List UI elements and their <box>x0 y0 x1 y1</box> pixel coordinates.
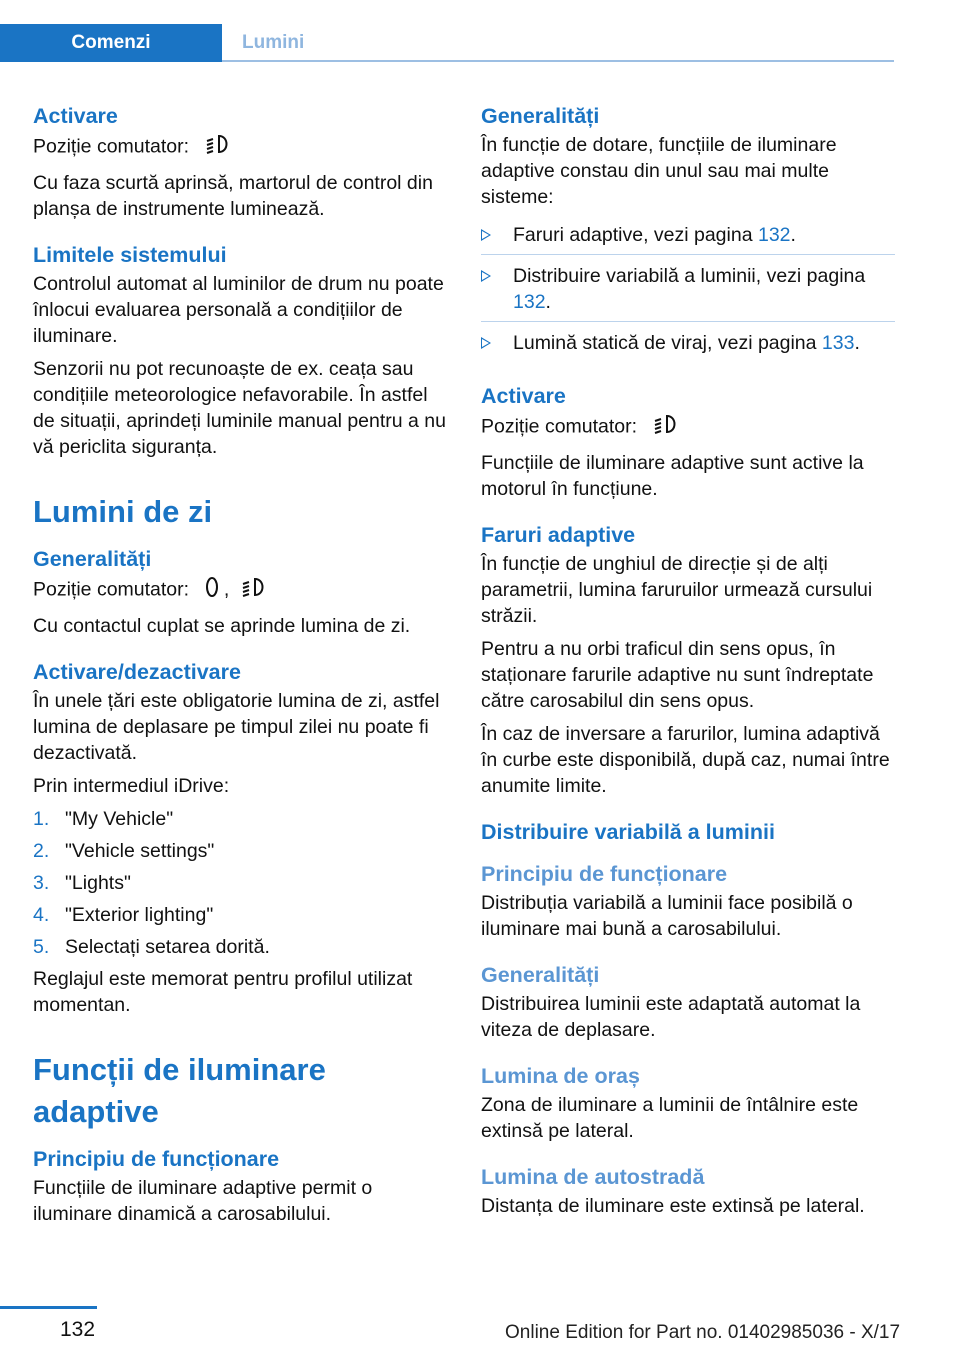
list-item: 1. "My Vehicle" <box>33 808 174 830</box>
bullet-triangle-icon <box>481 229 491 241</box>
page-link[interactable]: 133 <box>821 332 855 354</box>
paragraph: Funcțiile de iluminare adaptive permit o iluminare dinamică a carosabilului. <box>33 1177 373 1225</box>
switch-position-label: Poziție comutator: <box>33 135 190 158</box>
paragraph: Cu faza scurtă aprinsă, martorul de control din planșa de instrumente luminează. <box>33 172 433 220</box>
paragraph: Distanța de iluminare este extinsă pe lateral. <box>481 1195 865 1217</box>
footer-rule <box>0 1306 97 1309</box>
list-item: 2. "Vehicle settings" <box>33 840 215 862</box>
tab-lumini[interactable]: Lumini <box>242 32 305 53</box>
switch-zero-icon <box>205 575 219 606</box>
heading-limitele-sistemului: Limitele sistemului <box>33 243 227 267</box>
heading-activare: Activare <box>33 104 118 128</box>
page-link[interactable]: 132 <box>513 291 546 313</box>
heading-generalitati: Generalități <box>481 104 600 128</box>
left-column <box>33 100 448 1234</box>
heading-distribuire-variabila: Distribuire variabilă a luminii <box>481 820 775 844</box>
paragraph: În funcție de unghiul de direcție și de alți parametrii, lumina faruruilor urmează cursului străzii. <box>481 553 873 627</box>
page-footer <box>0 1300 960 1362</box>
paragraph: În funcție de dotare, funcțiile de iluminare adaptive constau din unul sau mai multe sisteme: <box>481 134 837 208</box>
heading-principiu-de-functionare: Principiu de funcționare <box>33 1147 280 1171</box>
heading-generalitati: Generalități <box>481 963 600 987</box>
page-link[interactable]: 132 <box>757 224 791 246</box>
paragraph: Distribuția variabilă a luminii face posibilă o iluminare mai bună a carosabilului. <box>481 892 853 940</box>
switch-position-label: Poziție comutator: <box>33 578 190 601</box>
list-item: Faruri adaptive, vezi pagina 132. <box>481 222 895 255</box>
paragraph: Prin intermediul iDrive: <box>33 775 230 797</box>
paragraph: Funcțiile de iluminare adaptive sunt active la motorul în funcțiune. <box>481 452 864 500</box>
low-beam-icon <box>653 412 679 443</box>
steps-list <box>33 806 448 960</box>
paragraph: Zona de iluminare a luminii de întâlnire este extinsă pe lateral. <box>481 1094 859 1142</box>
paragraph: Senzorii nu pot recunoaște de ex. ceața sau condițiile meteorologice nefavorabile. În astfel de situații, aprindeți luminile manual pentru a nu vă periclita siguranța. <box>33 358 446 458</box>
list-item: 3. "Lights" <box>33 872 131 894</box>
paragraph: Distribuirea luminii este adaptată automat la viteza de deplasare. <box>481 993 861 1041</box>
bullet-triangle-icon <box>481 337 491 349</box>
page-header <box>0 0 960 62</box>
paragraph: Cu contactul cuplat se aprinde lumina de zi. <box>33 615 411 637</box>
right-column <box>481 100 895 1226</box>
heading-lumina-de-oras: Lumina de oraș <box>481 1064 640 1088</box>
tab-comenzi[interactable]: Comenzi <box>71 32 151 53</box>
heading-lumina-de-autostrada: Lumina de autostradă <box>481 1165 705 1189</box>
list-item: 4. "Exterior lighting" <box>33 904 214 926</box>
paragraph: În caz de inversare a farurilor, lumina adaptivă în curbe este disponibilă, după caz, numai între anumite limite. <box>481 723 890 797</box>
header-rule <box>222 60 894 62</box>
heading-principiu-de-functionare: Principiu de funcționare <box>481 862 728 886</box>
heading-lumini-de-zi: Lumini de zi <box>33 494 213 529</box>
bullet-triangle-icon <box>481 270 491 282</box>
paragraph: Controlul automat al luminilor de drum nu poate înlocui evaluarea personală a condițiilor de iluminare. <box>33 273 444 347</box>
paragraph: Reglajul este memorat pentru profilul utilizat momentan. <box>33 968 413 1016</box>
edition-note: Online Edition for Part no. 01402985036 - X/17 <box>505 1322 901 1343</box>
list-item: 5. Selectați setarea dorită. <box>33 936 270 958</box>
heading-faruri-adaptive: Faruri adaptive <box>481 523 636 547</box>
heading-activare: Activare <box>481 384 566 408</box>
list-item: Distribuire variabilă a luminii, vezi pagina 132. <box>481 263 895 322</box>
heading-activare-dezactivare: Activare/dezactivare <box>33 660 241 684</box>
list-item: Lumină statică de viraj, vezi pagina 133. <box>481 330 895 362</box>
heading-functii-iluminare-adaptive: Funcții de iluminare adaptive <box>33 1052 326 1129</box>
switch-position-label: Poziție comutator: <box>481 415 638 438</box>
systems-list <box>481 222 895 362</box>
heading-generalitati: Generalități <box>33 547 152 571</box>
paragraph: Pentru a nu orbi traficul din sens opus, în staționare farurile adaptive nu sunt îndreptate către carosabilul din sens opus. <box>481 638 874 712</box>
low-beam-icon <box>205 132 231 163</box>
paragraph: În unele țări este obligatorie lumina de zi, astfel lumina de deplasare pe timpul zilei nu poate fi dezactivată. <box>33 690 440 764</box>
comma: , <box>223 578 230 601</box>
page-number: 132 <box>60 1318 96 1341</box>
low-beam-icon <box>241 575 267 606</box>
